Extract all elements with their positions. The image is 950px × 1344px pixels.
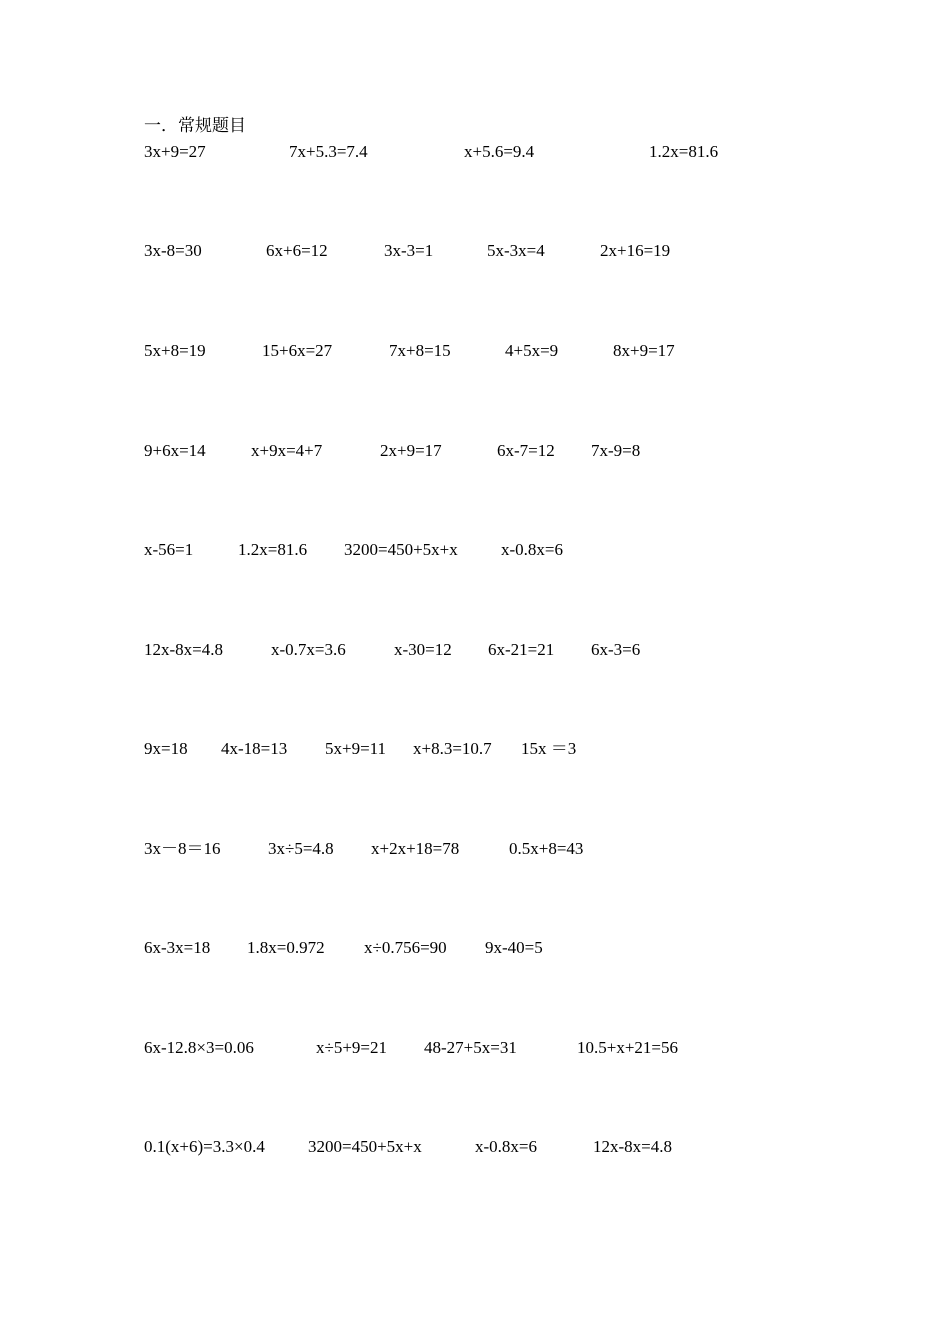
equation-row [0, 936, 950, 960]
equation: x-56=1 [144, 540, 194, 559]
equation: 48-27+5x=31 [424, 1038, 517, 1057]
equation: 0.5x+8=43 [509, 839, 584, 858]
equation: 5x-3x=4 [487, 241, 545, 260]
equation: x+9x=4+7 [251, 441, 323, 460]
equation: 1.8x=0.972 [247, 938, 325, 957]
equation: x+5.6=9.4 [464, 142, 535, 161]
equation: 6x-12.8×3=0.06 [144, 1038, 254, 1057]
equation: x÷5+9=21 [316, 1038, 388, 1057]
equation-row [0, 837, 950, 861]
equation: 1.2x=81.6 [649, 142, 719, 161]
equation: 4x-18=13 [221, 739, 288, 758]
equation: x-0.8x=6 [475, 1137, 537, 1156]
equation: 7x+5.3=7.4 [289, 142, 368, 161]
equation: 5x+9=11 [325, 739, 387, 758]
equation-row [0, 239, 950, 263]
equation: 10.5+x+21=56 [577, 1038, 679, 1057]
equation: 9x-40=5 [485, 938, 543, 957]
equation: 9+6x=14 [144, 441, 206, 460]
equation: 9x=18 [144, 739, 188, 758]
equation: 7x-9=8 [591, 441, 641, 460]
equation: 7x+8=15 [389, 341, 451, 360]
equation-row [0, 737, 950, 761]
equation: 4+5x=9 [505, 341, 559, 360]
equation: 3x-3=1 [384, 241, 434, 260]
equation-row [0, 1036, 950, 1060]
equation: 6x+6=12 [266, 241, 328, 260]
equation: x+8.3=10.7 [413, 739, 492, 758]
equation: 3x+9=27 [144, 142, 206, 161]
equation: 8x+9=17 [613, 341, 675, 360]
equation-row [0, 538, 950, 562]
equation: 1.2x=81.6 [238, 540, 308, 559]
equation: 6x-7=12 [497, 441, 555, 460]
equation: x-30=12 [394, 640, 452, 659]
equation: 15+6x=27 [262, 341, 333, 360]
equation: 6x-21=21 [488, 640, 555, 659]
equation-row [0, 638, 950, 662]
equation-row [0, 439, 950, 463]
equation: 2x+16=19 [600, 241, 671, 260]
equation: x÷0.756=90 [364, 938, 447, 957]
equation: 3x－8＝16 [144, 839, 221, 858]
equation: 3200=450+5x+x [308, 1137, 422, 1156]
equation: 12x-8x=4.8 [144, 640, 223, 659]
equation: 6x-3x=18 [144, 938, 211, 957]
equation: 5x+8=19 [144, 341, 206, 360]
equation-row [0, 1135, 950, 1159]
equation: 6x-3=6 [591, 640, 641, 659]
equation-row [0, 339, 950, 363]
equation: 12x-8x=4.8 [593, 1137, 672, 1156]
equation: 3x-8=30 [144, 241, 202, 260]
equation: 2x+9=17 [380, 441, 442, 460]
equation: 3x÷5=4.8 [268, 839, 334, 858]
equation: 3200=450+5x+x [344, 540, 458, 559]
equation: 0.1(x+6)=3.3×0.4 [144, 1137, 265, 1156]
equation: x-0.7x=3.6 [271, 640, 346, 659]
equation: x+2x+18=78 [371, 839, 460, 858]
equation: x-0.8x=6 [501, 540, 563, 559]
equation: 15x ＝3 [521, 739, 577, 758]
section-heading: 一．常规题目 [144, 116, 246, 135]
equation-row [0, 140, 950, 164]
